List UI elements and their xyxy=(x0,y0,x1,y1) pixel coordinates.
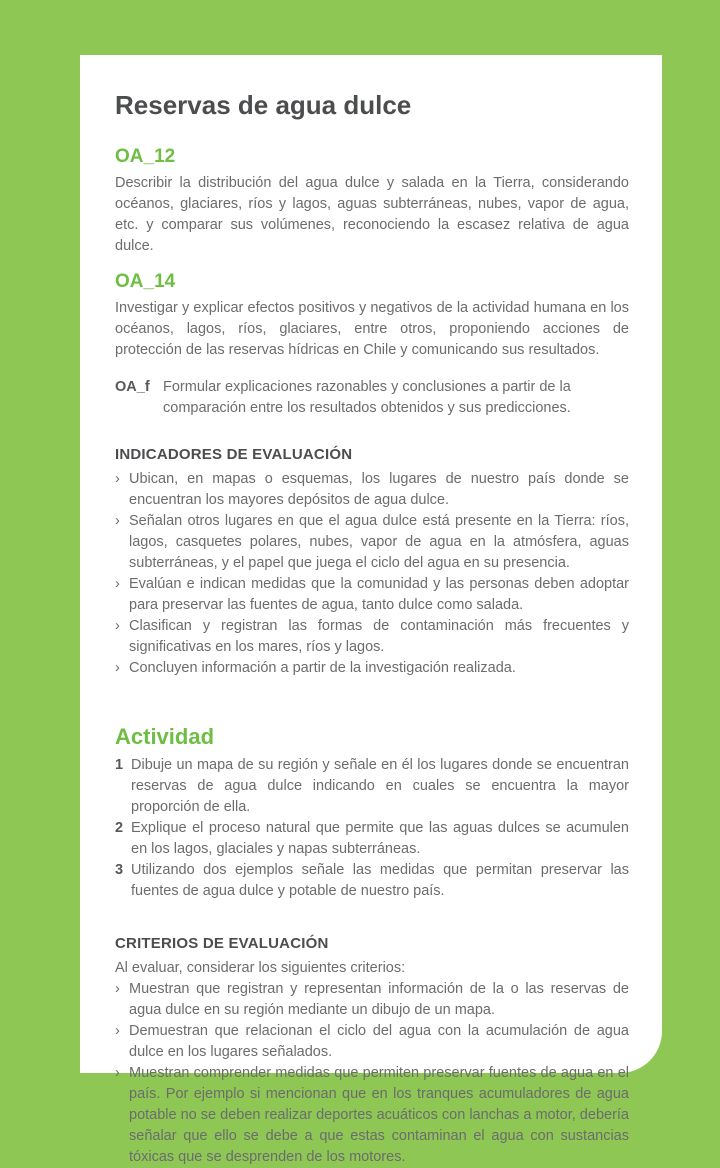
bullet-text: Muestran que registran y representan información de la o las reservas de agua dulce en su región mediante un dibujo de un mapa. xyxy=(129,981,629,1018)
item-text: Utilizando dos ejemplos señale las medidas que permitan preservar las fuentes de agua dulce y potable de nuestro país. xyxy=(131,862,629,899)
list-item xyxy=(115,616,629,658)
actividad-list xyxy=(115,755,629,902)
list-item xyxy=(115,511,629,574)
oa12-heading: OA_12 xyxy=(115,146,176,167)
bullet-marker: › xyxy=(115,513,120,529)
page-title: Reservas de agua dulce xyxy=(115,90,412,120)
bullet-marker: › xyxy=(115,576,120,592)
actividad-heading: Actividad xyxy=(115,724,215,749)
list-item xyxy=(115,469,629,511)
bullet-marker: › xyxy=(115,981,120,997)
section-oa12 xyxy=(115,146,629,257)
section-oa14 xyxy=(115,271,629,361)
bullet-text: Evalúan e indican medidas que la comunidad y las personas deben adoptar para preservar las fuentes de agua, tanto dulce como salada. xyxy=(129,576,629,613)
list-item xyxy=(115,574,629,616)
section-actividad xyxy=(115,724,629,902)
list-item xyxy=(115,818,629,860)
document-content xyxy=(80,55,662,1168)
list-item xyxy=(115,1063,629,1168)
bullet-marker: › xyxy=(115,660,120,676)
criterios-heading: CRITERIOS DE EVALUACIÓN xyxy=(115,935,329,952)
bullet-marker: › xyxy=(115,1023,120,1039)
oa12-body: Describir la distribución del agua dulce y salada en la Tierra, considerando océanos, glaciares, ríos y lagos, aguas subterráneas, nubes, vapor de agua, etc. y comparar sus volúmenes, reconociendo la escasez relativa de agua dulce. xyxy=(115,175,629,254)
bullet-text: Clasifican y registran las formas de contaminación más frecuentes y significativas en los mares, ríos y lagos. xyxy=(129,618,629,655)
oa14-heading: OA_14 xyxy=(115,271,176,292)
bullet-text: Concluyen información a partir de la investigación realizada. xyxy=(129,660,516,676)
oa-f-label: OA_f xyxy=(115,379,150,395)
list-item xyxy=(115,1021,629,1063)
list-item xyxy=(115,979,629,1021)
indicadores-list xyxy=(115,469,629,679)
item-number: 1 xyxy=(115,757,124,773)
indicadores-heading: INDICADORES DE EVALUACIÓN xyxy=(115,446,353,463)
bullet-text: Demuestran que relacionan el ciclo del agua con la acumulación de agua dulce en los lugares señalados. xyxy=(129,1023,629,1060)
criterios-intro: Al evaluar, considerar los siguientes criterios: xyxy=(115,960,406,976)
bullet-marker: › xyxy=(115,618,120,634)
item-number: 3 xyxy=(115,862,124,878)
item-text: Dibuje un mapa de su región y señale en él los lugares donde se encuentran reservas de agua dulce indicando en cuales se encuentra la mayor proporción de ella. xyxy=(131,757,629,815)
oa-f-body: Formular explicaciones razonables y conclusiones a partir de la comparación entre los resultados obtenidos y sus predicciones. xyxy=(163,379,571,416)
list-item xyxy=(115,755,629,818)
list-item xyxy=(115,860,629,902)
item-text: Explique el proceso natural que permite que las aguas dulces se acumulen en los lagos, glaciales y napas subterráneas. xyxy=(131,820,629,857)
section-criterios xyxy=(115,934,629,1168)
item-number: 2 xyxy=(115,820,124,836)
bullet-marker: › xyxy=(115,471,120,487)
section-oa-f xyxy=(115,377,629,419)
list-item xyxy=(115,658,629,679)
bullet-text: Señalan otros lugares en que el agua dulce está presente en la Tierra: ríos, lagos, casquetes polares, nubes, vapor de agua en la atmósfera, aguas subterráneas, y el papel que juega el ciclo del agua en su presencia. xyxy=(129,513,629,571)
bullet-text: Ubican, en mapas o esquemas, los lugares de nuestro país donde se encuentran los mayores depósitos de agua dulce. xyxy=(129,471,629,508)
oa14-body: Investigar y explicar efectos positivos y negativos de la actividad humana en los océanos, lagos, ríos, glaciares, entre otros, proponiendo acciones de protección de las reservas hídricas en Chile y comunicando sus resultados. xyxy=(115,300,629,358)
content-sheet xyxy=(80,55,662,1165)
bullet-text: Muestran comprender medidas que permiten preservar fuentes de agua en el país. Por ejemplo si mencionan que en los tranques acumuladores de agua potable no se deben realizar deportes acuáticos con lanchas a motor, debería señalar que ello se debe a que estas contaminan el agua con sustancias tóxicas que se desprenden de los motores. xyxy=(129,1065,629,1165)
section-indicadores xyxy=(115,445,629,679)
bullet-marker: › xyxy=(115,1065,120,1081)
